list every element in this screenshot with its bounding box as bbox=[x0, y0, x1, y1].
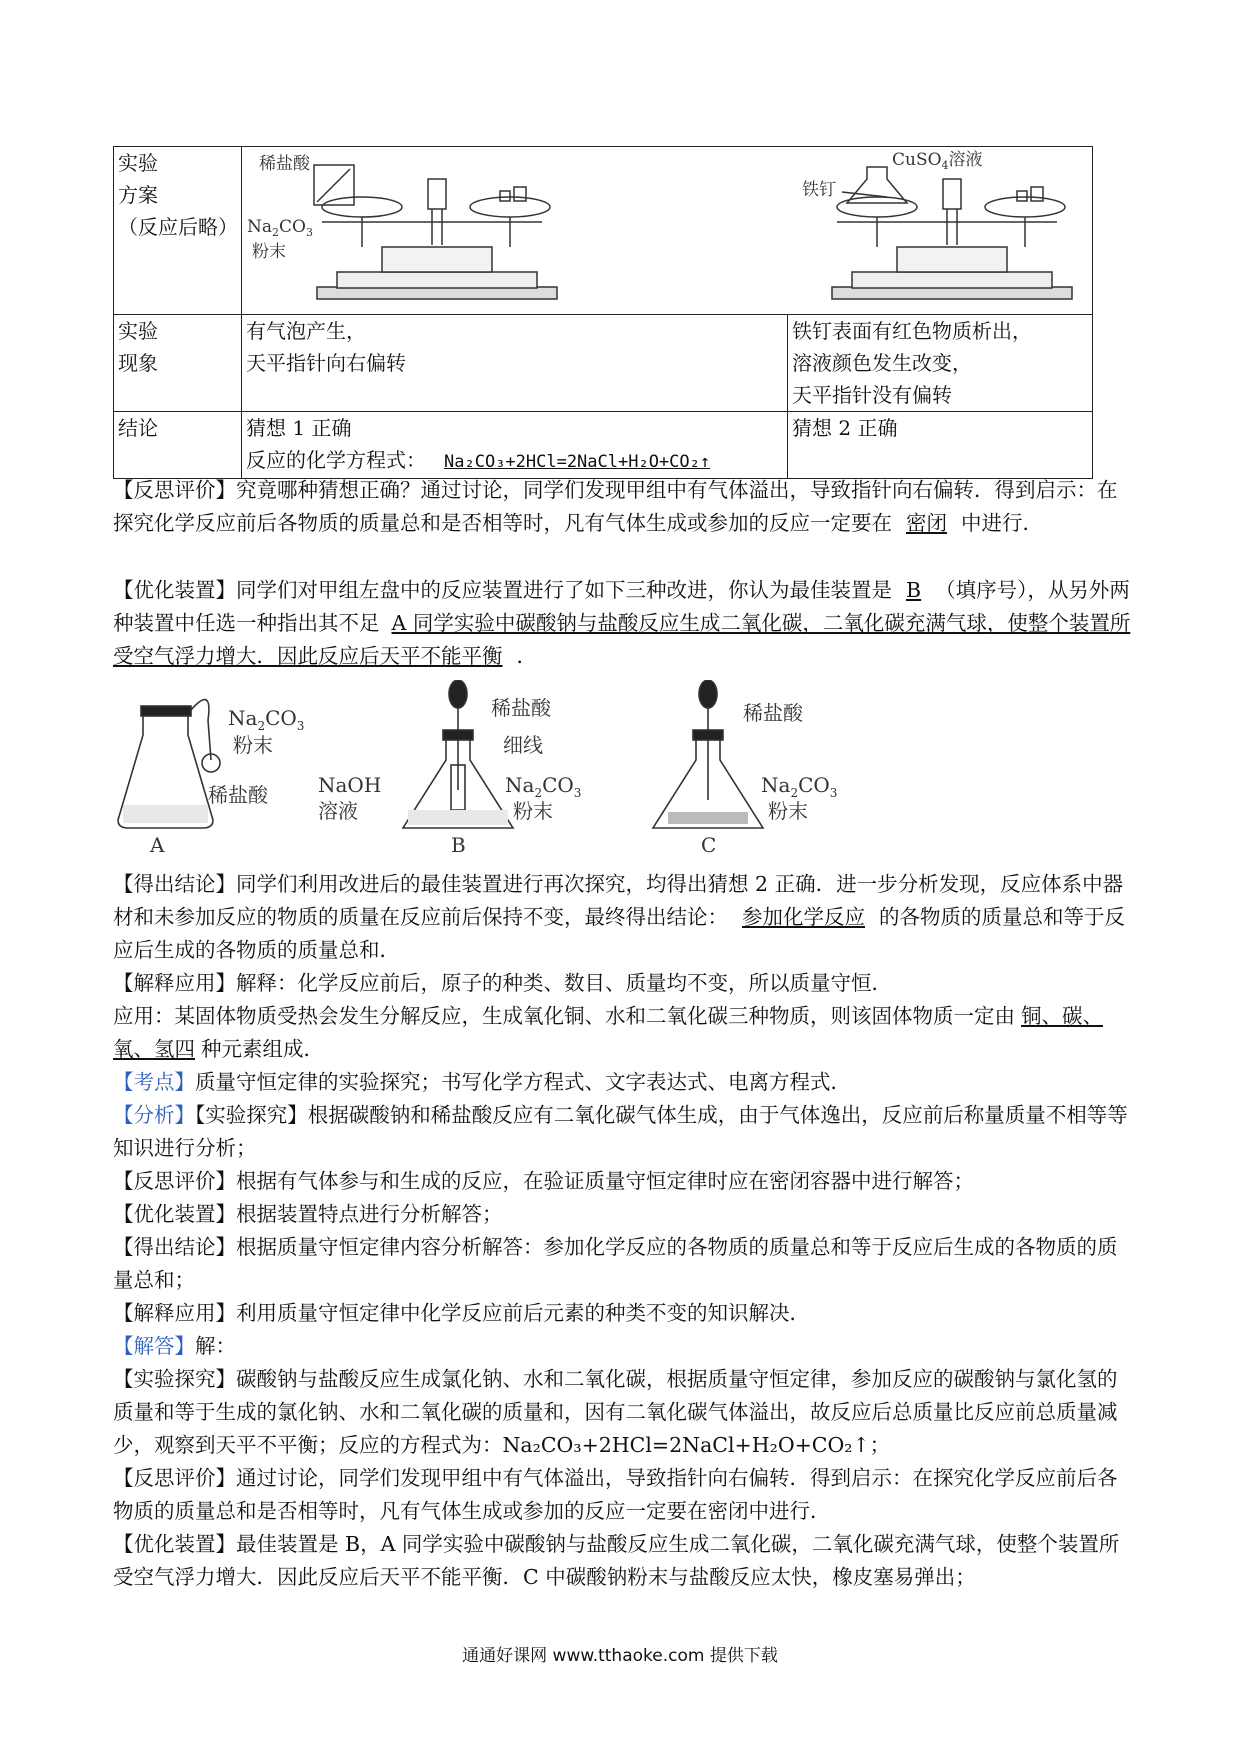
blank-reactants: 参加化学反应 bbox=[742, 905, 865, 929]
apparatus-a-powder: 粉末 bbox=[233, 733, 273, 757]
row-label-plan: 实验 方案 （反应后略） bbox=[114, 147, 242, 315]
row-label-conclusion: 结论 bbox=[114, 412, 242, 479]
fenxi-tag: 【分析】 bbox=[113, 1103, 195, 1127]
phenomenon-left-line-2: 天平指针向右偏转 bbox=[246, 351, 406, 375]
kaodian: 【考点】质量守恒定律的实验探究；书写化学方程式、文字表达式、电离方程式． bbox=[113, 1070, 851, 1094]
apparatus-a bbox=[118, 700, 220, 828]
equation-answer: Na₂CO₃+2HCl=2NaCl+H₂O+CO₂↑ bbox=[444, 452, 711, 472]
blank-best-device: B bbox=[906, 578, 922, 602]
para-application: 应用：某固体物质受热会发生分解反应，生成氧化铜、水和二氧化碳三种物质，则该固体物质一定由 铜、碳、氧、氢四 种元素组成． bbox=[113, 1004, 1103, 1061]
apparatus-b-na2co3: $Na_2CO_3$ bbox=[505, 773, 582, 800]
conclusion-left-line-2: 反应的化学方程式： Na₂CO₃+2HCl=2NaCl+H₂O+CO₂↑ bbox=[246, 444, 783, 478]
fenxi-item-3: 【得出结论】根据质量守恒定律内容分析解答：参加化学反应的各物质的质量总和等于反应后生成的各物质的质量总和； bbox=[113, 1235, 1118, 1292]
left-balance-diagram bbox=[314, 165, 557, 299]
experiment-table bbox=[113, 146, 1093, 479]
jieda-tag: 【解答】 bbox=[113, 1334, 195, 1358]
left-acid-label: 稀盐酸 bbox=[259, 154, 310, 174]
left-na2co3-label: $Na_2CO_3$ bbox=[247, 217, 313, 239]
right-balance-diagram bbox=[832, 167, 1072, 299]
fenxi: 【分析】【实验探究】根据碳酸钠和稀盐酸反应有二氧化碳气体生成，由于气体逸出，反应前后称量质量不相等等知识进行分析； bbox=[113, 1103, 1128, 1160]
para-conclusion: 【得出结论】同学们利用改进后的最佳装置进行再次探究，均得出猜想 2 正确．进一步分析发现，反应体系中器材和未参加反应的物质的质量在反应前后保持不变，最终得出结论： 参加化学反应 的各物质的质量总和等于反应后生成的各物质的质量总和． bbox=[113, 872, 1125, 962]
apparatus-a-acid: 稀盐酸 bbox=[208, 783, 268, 807]
footer: 通通好课网 www.tthaoke.com 提供下载 bbox=[462, 1646, 778, 1666]
apparatus-b-thread: 细线 bbox=[503, 733, 543, 757]
apparatus-figure bbox=[113, 680, 853, 855]
blank-sealed: 密闭 bbox=[906, 511, 947, 535]
jieda: 【解答】解： bbox=[113, 1334, 236, 1358]
fenxi-item-1: 【反思评价】根据有气体参与和生成的反应，在验证质量守恒定律时应在密闭容器中进行解答； bbox=[113, 1169, 974, 1193]
apparatus-c-na2co3: $Na_2CO_3$ bbox=[761, 773, 838, 800]
para-explain: 【解释应用】解释：化学反应前后，原子的种类、数目、质量均不变，所以质量守恒． bbox=[113, 971, 892, 995]
apparatus-a-letter: A bbox=[150, 833, 165, 855]
apparatus-c-letter: C bbox=[701, 833, 717, 855]
apparatus-b-acid: 稀盐酸 bbox=[491, 696, 551, 720]
right-cuso4-label: CuSO$_4$溶液 bbox=[892, 150, 983, 172]
apparatus-c-acid: 稀盐酸 bbox=[743, 701, 803, 725]
jieda-item-2: 【反思评价】通过讨论，同学们发现甲组中有气体溢出，导致指针向右偏转．得到启示：在探究化学反应前后各物质的质量总和是否相等时，凡有气体生成或参加的反应一定要在密闭中进行． bbox=[113, 1466, 1118, 1523]
phenomenon-right bbox=[788, 315, 1093, 412]
left-powder-label: 粉末 bbox=[252, 242, 286, 262]
apparatus-b-solution: 溶液 bbox=[318, 799, 358, 823]
row-label-phenomenon: 实验 现象 bbox=[114, 315, 242, 412]
apparatus-c-powder: 粉末 bbox=[768, 799, 808, 823]
para-optimize: 【优化装置】同学们对甲组左盘中的反应装置进行了如下三种改进，你认为最佳装置是 B （填序号），从另外两种装置中任选一种指出其不足 A 同学实验中碳酸钠与盐酸反应生成二氧化碳，二氧化碳充满气球，使整个装置所受空气浮力增大．因此反应后天平不能平衡 ． bbox=[113, 578, 1131, 668]
fenxi-item-4: 【解释应用】利用质量守恒定律中化学反应前后元素的种类不变的知识解决． bbox=[113, 1301, 810, 1325]
apparatus-b-letter: B bbox=[451, 833, 466, 855]
conclusion-right: 猜想 2 正确 bbox=[788, 412, 1093, 479]
apparatus-a-na2co3: $Na_2CO_3$ bbox=[228, 706, 305, 733]
jieda-item-1: 【实验探究】碳酸钠与盐酸反应生成氯化钠、水和二氧化碳，根据质量守恒定律，参加反应的碳酸钠与氯化氢的质量和等于生成的氯化钠、水和二氧化碳的质量和，因有二氧化碳气体溢出，故反应后总质量比反应前总质量减少，观察到天平不平衡；反应的方程式为：Na₂CO₃+2HCl=2NaCl+H₂O+CO₂↑； bbox=[113, 1367, 1118, 1457]
phenomenon-right-line-2: 溶液颜色发生改变， bbox=[792, 351, 972, 375]
phenomenon-left-line-1: 有气泡产生， bbox=[246, 319, 366, 343]
blank-elements: 铜、碳、氧、氢四 bbox=[113, 1004, 1103, 1061]
apparatus-b-naoh: NaOH bbox=[318, 773, 382, 797]
jieda-item-3: 【优化装置】最佳装置是 B，A 同学实验中碳酸钠与盐酸反应生成二氧化碳，二氧化碳充满气球，使整个装置所受空气浮力增大．因此反应后天平不能平衡．C 中碳酸钠粉末与盐酸反应太快，橡皮塞易弹出； bbox=[113, 1532, 1120, 1589]
conclusion-left-line-1: 猜想 1 正确 bbox=[246, 416, 352, 440]
phenomenon-right-line-3: 天平指针没有偏转 bbox=[792, 383, 952, 407]
apparatus-b-powder: 粉末 bbox=[513, 799, 553, 823]
phenomenon-right-line-1: 铁钉表面有红色物质析出， bbox=[792, 319, 1032, 343]
balance-diagrams bbox=[242, 147, 1092, 305]
kaodian-tag: 【考点】 bbox=[113, 1070, 195, 1094]
phenomenon-left bbox=[242, 315, 788, 412]
right-nail-label: 铁钉 bbox=[802, 180, 836, 200]
fenxi-item-2: 【优化装置】根据装置特点进行分析解答； bbox=[113, 1202, 503, 1226]
apparatus-cell bbox=[242, 147, 1093, 315]
para-reflection: 【反思评价】究竟哪种猜想正确？通过讨论，同学们发现甲组中有气体溢出，导致指针向右偏转．得到启示：在探究化学反应前后各物质的质量总和是否相等时，凡有气体生成或参加的反应一定要在 密闭 中进行． bbox=[113, 478, 1118, 535]
conclusion-left bbox=[242, 412, 788, 479]
blank-shortcoming: A 同学实验中碳酸钠与盐酸反应生成二氧化碳，二氧化碳充满气球，使整个装置所受空气浮力增大．因此反应后天平不能平衡 bbox=[113, 611, 1131, 668]
